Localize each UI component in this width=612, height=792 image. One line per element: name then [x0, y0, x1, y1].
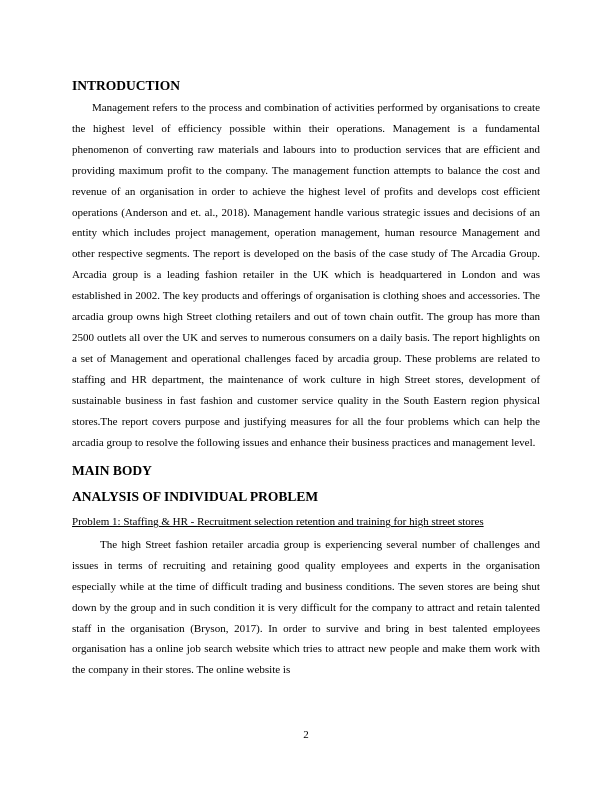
introduction-paragraph: Management refers to the process and combination of activities performed by organisations to create the highest level of efficiency possible within their operations. Management is a fundamental phenomenon of converting raw materials and labours into to production services that are efficient and providing maximum profit to the company. The management function attempts to balance the cost and revenue of an organisation in order to achieve the highest level of profits and develops cost efficient operations (Anderson and et. al., 2018). Management handle various strategic issues and decisions of an entity which includes project management, operation management, human resource Management and other respective segments. The report is developed on the basis of the case study of The Arcadia Group. Arcadia group is a leading fashion retailer in the UK which is headquartered in London and was established in 2002. The key products and offerings of organisation is clothing shoes and accessories. The arcadia group owns high Street clothing retailers and out of town chain outfit. The group has more than 2500 outlets all over the UK and serves to numerous consumers on a daily basis. The report highlights on a set of Management and operational challenges faced by arcadia group. These problems are related to staffing and HR department, the maintenance of work culture in high Street stores, development of sustainable business in fast fashion and customer service quality in the South Eastern region physical stores.The report covers purpose and justifying measures for all the four problems which can help the arcadia group to resolve the following issues and enhance their business practices and management level. [72, 102, 540, 449]
document-page [72, 76, 540, 681]
problem-1-subheading [72, 513, 540, 531]
page-number: 2 [303, 729, 309, 741]
problem-1-lead: Problem 1: Staffing & HR - [72, 516, 198, 529]
analysis-heading: ANALYSIS OF INDIVIDUAL PROBLEM [72, 489, 319, 505]
introduction-heading: INTRODUCTION [72, 78, 181, 93]
problem-1-title: Recruitment selection retention and training for high street stores [197, 516, 484, 529]
main-body-heading: MAIN BODY [72, 463, 152, 479]
problem-1-paragraph: The high Street fashion retailer arcadia group is experiencing several number of challenges and issues in terms of recruiting and retaining good quality employees and experts in the organisation especially while at the time of difficult trading and business conditions. The seven stores are being shut down by the group and in such condition it is very difficult for the company to attract and retain talented staff in the organisation (Bryson, 2017). In order to survive and bring in best talented employees organisation has a online job search website which tries to attract new people and make them work with the company in their stores. The online website is [72, 539, 540, 677]
